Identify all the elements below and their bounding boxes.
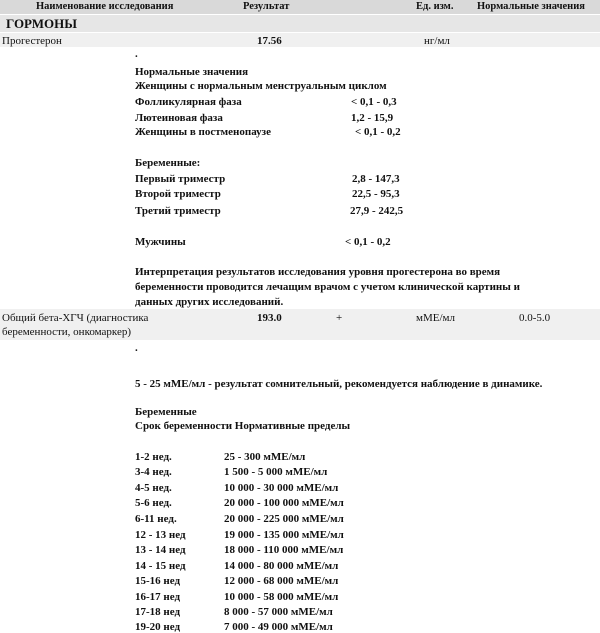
section-hormones: [0, 15, 600, 32]
test-unit-progesterone: нг/мл: [424, 35, 450, 47]
test-result-progesterone: 17.56: [257, 35, 282, 47]
week-term: 6-11 нед.: [135, 513, 177, 525]
week-range: 20 000 - 100 000 мМЕ/мл: [224, 497, 344, 509]
norm-label-men: Мужчины: [135, 236, 186, 248]
week-range: 14 000 - 80 000 мМЕ/мл: [224, 560, 339, 572]
test-name-hcg: Общий бета-ХГЧ (диагностика: [2, 312, 149, 324]
week-term: 15-16 нед: [135, 575, 181, 587]
hcg-doubtful-note: 5 - 25 мМЕ/мл - результат сомнительный, рекомендуется наблюдение в динамике.: [135, 378, 543, 390]
week-range: 19 000 - 135 000 мМЕ/мл: [224, 529, 344, 541]
norm-value: < 0,1 - 0,3: [351, 96, 397, 108]
norm-value-men: < 0,1 - 0,2: [345, 236, 391, 248]
norm-subheading: Женщины с нормальным менструальным циклом: [135, 80, 387, 92]
col-header-norm: Нормальные значения: [477, 1, 585, 12]
weeks-table-header: Срок беременности Нормативные пределы: [135, 420, 351, 432]
norm-label: Лютеиновая фаза: [135, 112, 223, 124]
note-dot: .: [135, 48, 138, 60]
norm-label: Третий триместр: [135, 205, 221, 217]
week-range: 8 000 - 57 000 мМЕ/мл: [224, 606, 333, 618]
week-range: 10 000 - 30 000 мМЕ/мл: [224, 482, 339, 494]
col-header-unit: Ед. изм.: [416, 1, 454, 12]
week-range: 20 000 - 225 000 мМЕ/мл: [224, 513, 344, 525]
week-range: 12 000 - 68 000 мМЕ/мл: [224, 575, 339, 587]
norm-label: Фолликулярная фаза: [135, 96, 242, 108]
pregnant-heading: Беременные:: [135, 157, 201, 169]
norm-value: 2,8 - 147,3: [352, 173, 400, 185]
week-range: 10 000 - 58 000 мМЕ/мл: [224, 591, 339, 603]
pregnant-heading: Беременные: [135, 406, 197, 418]
test-name-progesterone: Прогестерон: [2, 35, 62, 47]
week-range: 7 000 - 49 000 мМЕ/мл: [224, 621, 333, 633]
result-flag-high: +: [336, 312, 343, 324]
week-term: 5-6 нед.: [135, 497, 172, 509]
interpretation-line: данных других исследований.: [135, 296, 284, 308]
week-term: 1-2 нед.: [135, 451, 172, 463]
norm-label: Первый триместр: [135, 173, 226, 185]
week-term: 16-17 нед: [135, 591, 181, 603]
col-header-result: Результат: [243, 1, 290, 12]
week-range: 1 500 - 5 000 мМЕ/мл: [224, 466, 328, 478]
week-term: 12 - 13 нед: [135, 529, 186, 541]
week-term: 13 - 14 нед: [135, 544, 186, 556]
norm-value: 22,5 - 95,3: [352, 188, 400, 200]
norm-value: 27,9 - 242,5: [350, 205, 404, 217]
norm-heading: Нормальные значения: [135, 66, 249, 78]
norm-value: 1,2 - 15,9: [351, 112, 394, 124]
test-norm-hcg: 0.0-5.0: [519, 312, 551, 324]
note-dot: .: [135, 342, 138, 354]
test-result-hcg: 193.0: [257, 312, 282, 324]
table-row: [0, 33, 600, 47]
test-name-hcg-line2: беременности, онкомаркер): [2, 326, 132, 338]
week-term: 4-5 нед.: [135, 482, 172, 494]
col-header-name: Наименование исследования: [36, 1, 174, 12]
week-range: 25 - 300 мМЕ/мл: [224, 451, 306, 463]
norm-value: < 0,1 - 0,2: [355, 126, 401, 138]
week-term: 14 - 15 нед: [135, 560, 186, 572]
interpretation-line: беременности проводится лечащим врачом с учетом клинической картины и: [135, 281, 520, 293]
norm-label: Второй триместр: [135, 188, 221, 200]
test-unit-hcg: мМЕ/мл: [416, 312, 455, 324]
interpretation-line: Интерпретация результатов исследования уровня прогестерона во время: [135, 266, 501, 278]
section-title: ГОРМОНЫ: [6, 16, 78, 31]
week-term: 17-18 нед: [135, 606, 181, 618]
week-term: 3-4 нед.: [135, 466, 172, 478]
norm-label: Женщины в постменопаузе: [135, 126, 271, 138]
week-term: 19-20 нед: [135, 621, 181, 633]
week-range: 18 000 - 110 000 мМЕ/мл: [224, 544, 344, 556]
table-header: [0, 0, 600, 14]
